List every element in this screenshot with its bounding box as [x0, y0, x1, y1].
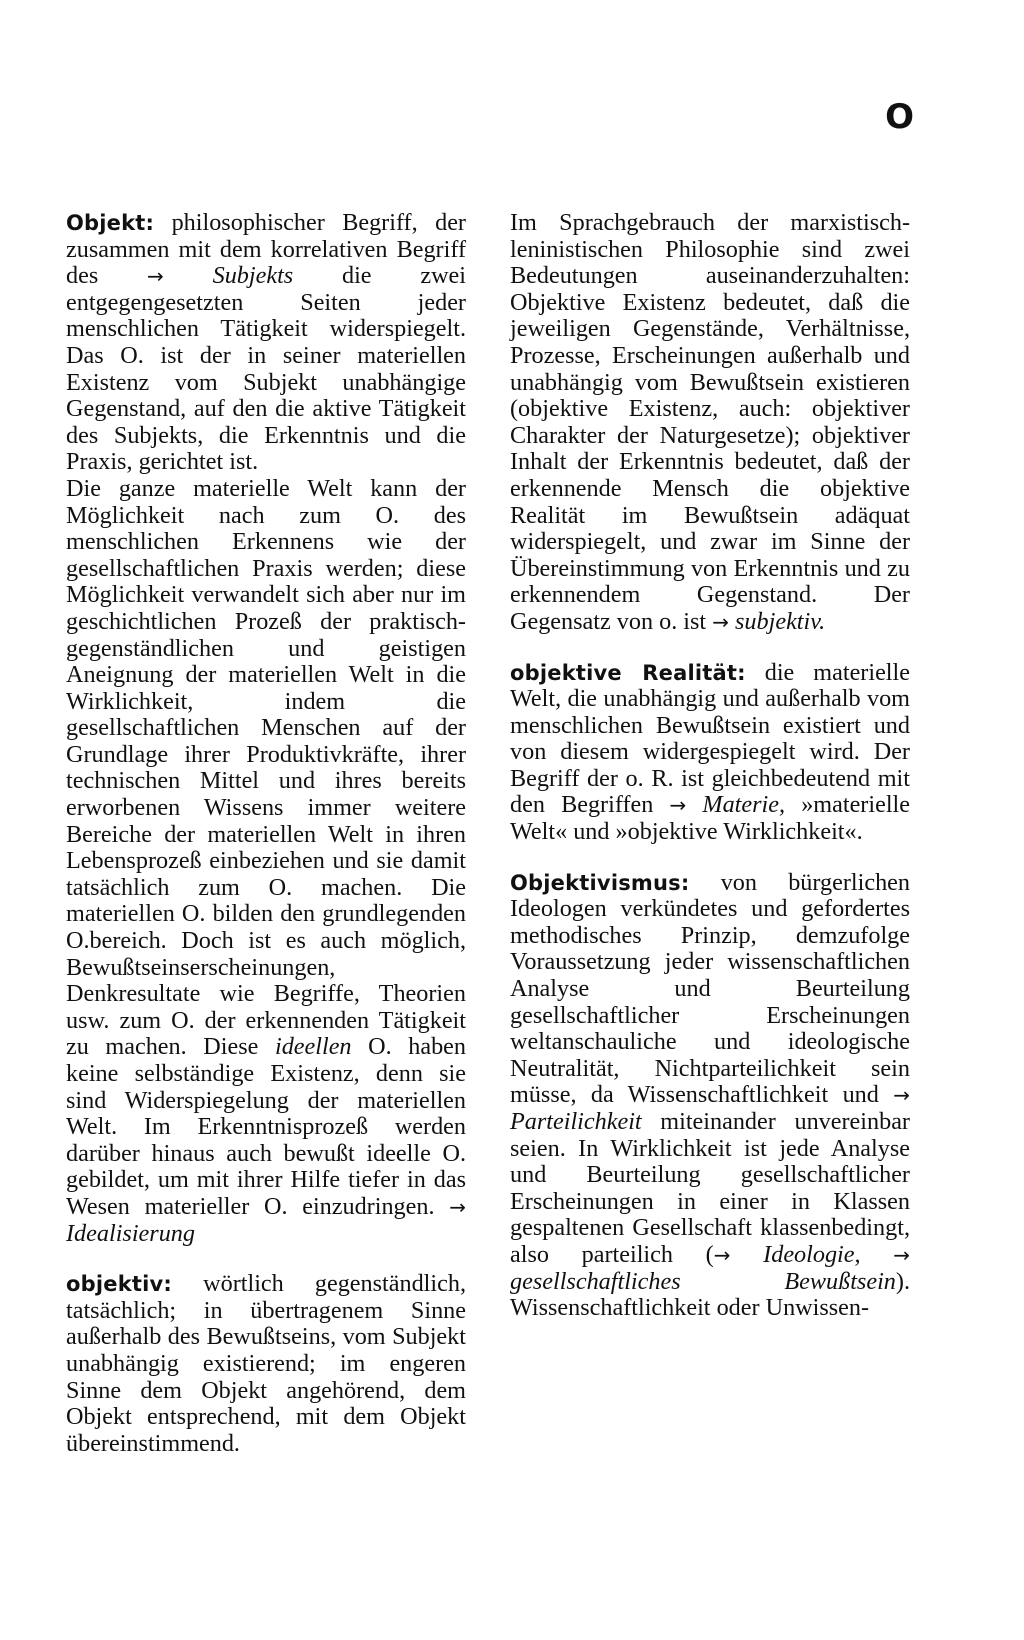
cross-reference[interactable]: Parteilichkeit: [510, 1108, 642, 1135]
headword: Objektivismus:: [510, 870, 690, 895]
definition-text: O. haben keine selbständige Existenz, denn sie sind Widerspiegelung der materiellen Welt. Im Erkenntnisprozeß werden darüber hinaus auch bewußt ideelle O. gebildet, um mit ihrer Hilfe tiefer in das Wesen materieller O. einzudringen.: [66, 1033, 466, 1220]
cross-reference-arrow: →: [713, 1242, 731, 1267]
cross-reference[interactable]: Materie,: [702, 791, 786, 819]
entry-paragraph: [510, 660, 910, 846]
entry-paragraph: [66, 210, 466, 476]
cross-reference[interactable]: Idealisierung: [66, 1219, 195, 1247]
entry-paragraph: [510, 870, 910, 1322]
cross-reference-arrow: →: [893, 1242, 911, 1267]
left-column: [66, 210, 466, 1481]
definition-text: philosophischer Begriff, der zusammen mit dem korrelativen Begriff des: [66, 209, 466, 290]
entry-objekt: [66, 210, 466, 1247]
entry-objektiv-continued: [510, 210, 910, 636]
cross-reference-arrow: →: [669, 793, 687, 818]
definition-text: Im Sprachgebrauch der marxistisch-leninistischen Philosophie sind zwei Bedeutungen auseinanderzuhalten: Objektive Existenz bedeutet, daß die jeweiligen Gegenstände, Verhältnisse, Prozesse, Erscheinungen außerhalb und unabhängig vom Bewußtsein existieren (objektive Existenz, auch: objektiver Charakter der Naturgesetze); objektiver Inhalt der Erkenntnis bedeutet, daß der erkennende Mensch die objektive Realität im Bewußtsein adäquat widerspiegelt, und zwar im Sinne der Übereinstimmung von Erkenntnis und zu erkennendem Gegenstand. Der Gegensatz von o. ist: [510, 209, 910, 635]
cross-reference[interactable]: Subjekts: [212, 262, 294, 290]
term-emphasis: ideellen: [274, 1033, 352, 1061]
entry-objektivismus: [510, 870, 910, 1322]
cross-reference-arrow: →: [449, 1194, 466, 1219]
definition-text: Die ganze materielle Welt kann der Möglichkeit nach zum O. des menschlichen Erkennens wie der gesellschaftlichen Praxis werden; diese Möglichkeit verwandelt sich aber nur im geschichtlichen Prozeß der praktisch-gegenständlichen und geistigen Aneignung der materiellen Welt in die Wirklichkeit, indem die gesellschaftlichen Menschen auf der Grundlage ihrer Produktivkräfte, ihrer technischen Mittel und ihres bereits erworbenen Wissens immer weitere Bereiche der materiellen Welt in ihren Lebensprozeß einbeziehen und sie damit tatsächlich zum O. machen. Die materiellen O. bilden den grundlegenden O.bereich. Doch ist es auch möglich, Bewußtseinserscheinungen, Denkresultate wie Begriffe, Theorien usw. zum O. der erkennenden Tätigkeit zu machen. Diese: [66, 474, 466, 1061]
right-column: [510, 210, 910, 1346]
headword: objektiv:: [66, 1272, 172, 1297]
entry-paragraph: [66, 1271, 466, 1457]
definition-text: miteinander unvereinbar seien. In Wirklichkeit ist jede Analyse und Beurteilung gesellschaftlicher Erscheinungen in einer in Klassen gespaltenen Gesellschaft klassenbedingt, also parteilich (: [510, 1108, 910, 1268]
definition-text: »materielle Welt« und »objektive Wirklichkeit«.: [510, 791, 910, 846]
headword: Objekt:: [66, 211, 155, 235]
entry-paragraph: [510, 210, 910, 636]
definition-text: ). Wissenschaftlichkeit oder Unwissen-: [510, 1267, 910, 1322]
entry-objektive-realitaet: [510, 660, 910, 846]
cross-reference-arrow: →: [147, 264, 164, 289]
definition-text: die zwei entgegengesetzten Seiten jeder menschlichen Tätigkeit widerspiegelt. Das O. ist der in seiner materiellen Existenz vom Subjekt unabhängige Gegenstand, auf den die aktive Tätigkeit des Subjekts, die Erkenntnis und die Praxis, gerichtet ist.: [66, 262, 466, 476]
definition-text: die materielle Welt, die unabhängig und außerhalb vom menschlichen Bewußtsein existiert und von diesem widergespiegelt wird. Der Begriff der o. R. ist gleichbedeutend mit den Begriffen: [510, 658, 910, 819]
headword: objektive Realität:: [510, 660, 746, 685]
entry-paragraph: [66, 476, 466, 1247]
definition-text: wörtlich gegenständlich, tatsächlich; in übertragenem Sinne außerhalb des Bewußtseins, vom Subjekt unabhängig existierend; im engeren Sinne dem Objekt angehörend, dem Objekt entsprechend, mit dem Objekt übereinstimmend.: [66, 1270, 466, 1457]
page-letter: O: [885, 97, 914, 137]
definition-text: von bürgerlichen Ideologen verkündetes und gefordertes methodisches Prinzip, demzufolge Voraussetzung jeder wissenschaftlichen Analyse und Beurteilung gesellschaftlicher Erscheinungen weltanschauliche und ideologische Neutralität, Nichtparteilichkeit sein müsse, da Wissenschaftlichkeit und: [510, 868, 910, 1109]
cross-reference[interactable]: subjektiv.: [735, 607, 826, 635]
entry-objektiv: [66, 1271, 466, 1457]
cross-reference[interactable]: gesellschaftliches Bewußtsein: [510, 1267, 896, 1295]
cross-reference-arrow: →: [712, 609, 729, 634]
cross-reference-arrow: →: [893, 1083, 910, 1108]
cross-reference[interactable]: Ideologie,: [763, 1240, 861, 1268]
